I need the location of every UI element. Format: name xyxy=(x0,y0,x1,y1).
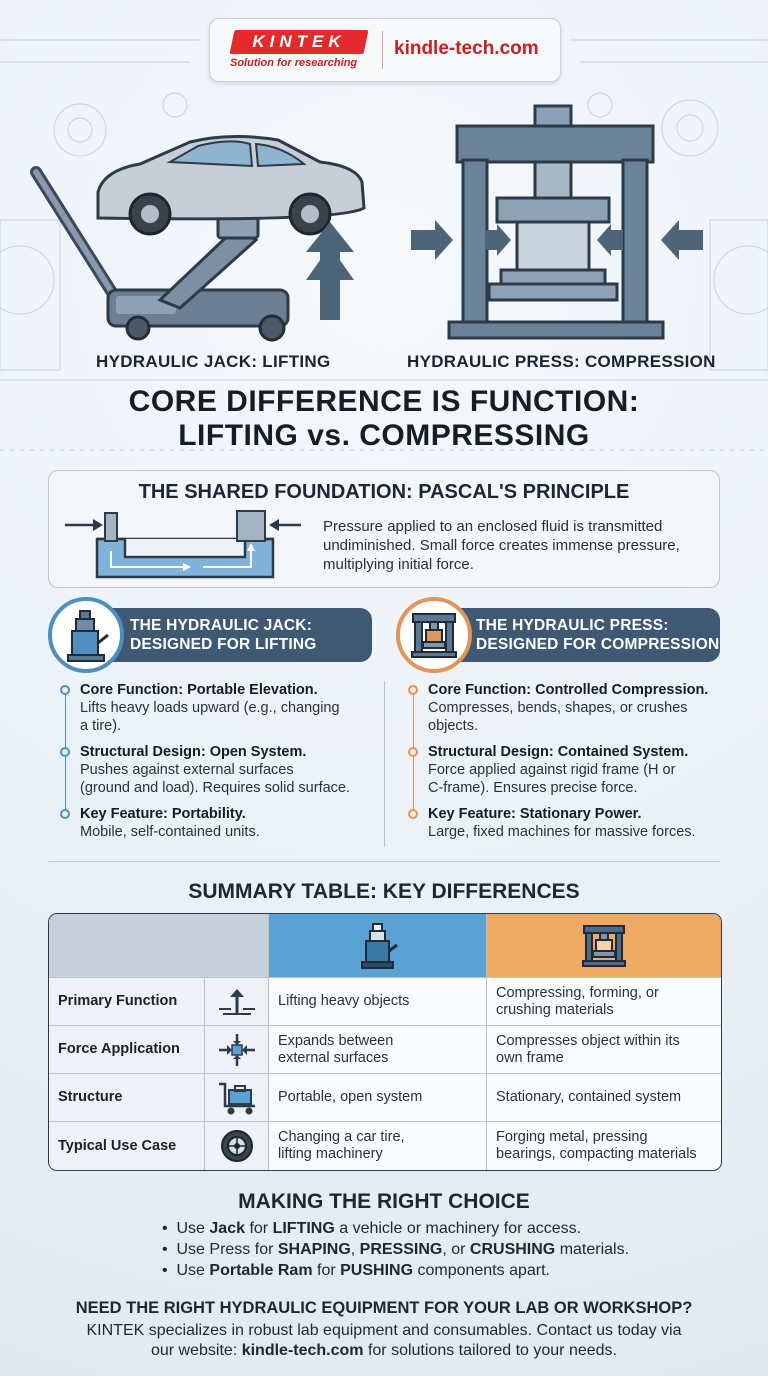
jack-use-case-l2: lifting machinery xyxy=(278,1146,383,1162)
cta-line2: our website: kindle-tech.com for solutions tailored to your needs. xyxy=(150,1342,617,1359)
row-label-structure: Structure xyxy=(49,1074,205,1122)
cta-line1: KINTEK specializes in robust lab equipment and consumables. Contact us today via xyxy=(86,1322,682,1339)
press-force-application-l1: Compresses object within its xyxy=(496,1032,680,1049)
pascal-text-line3: multiplying initial force. xyxy=(323,556,474,573)
main-title-line2: LIFTING vs. COMPRESSING xyxy=(178,419,590,452)
press-force-application-l2: own frame xyxy=(496,1049,564,1066)
brand-divider xyxy=(382,31,383,69)
row-label-force-application: Force Application xyxy=(49,1026,205,1074)
table-header-press xyxy=(487,914,721,978)
press-point-1: Core Function: Controlled Compression. Compresses, bends, shapes, or crushes objects. xyxy=(406,681,726,735)
column-divider xyxy=(384,681,385,847)
cta-heading: NEED THE RIGHT HYDRAULIC EQUIPMENT FOR YOUR LAB OR WORKSHOP? xyxy=(75,1299,693,1317)
bullet-dot xyxy=(408,685,418,695)
press-primary-function-l2: crushing materials xyxy=(496,1001,614,1018)
press-primary-function-l1: Compressing, forming, or xyxy=(496,984,659,1001)
pascal-heading: THE SHARED FOUNDATION: PASCAL'S PRINCIPLE xyxy=(138,481,630,503)
frame-press-icon xyxy=(396,597,472,673)
press-heading-line1: THE HYDRAULIC PRESS: xyxy=(476,617,669,634)
cta-website-link[interactable]: kindle-tech.com xyxy=(241,1342,364,1359)
table-header-blank xyxy=(49,914,269,978)
table-header-jack xyxy=(269,914,487,978)
press-points-list xyxy=(406,681,726,849)
kintek-logo-text: KINTEK xyxy=(252,32,346,51)
press-heading-line2: DESIGNED FOR COMPRESSION xyxy=(476,636,720,653)
brand-url-link[interactable]: kindle-tech.com xyxy=(394,38,539,59)
choice-item-1: • Use Jack for LIFTING a vehicle or machinery for access. xyxy=(162,1220,582,1237)
jack-point-1: Core Function: Portable Elevation. Lifts heavy loads upward (e.g., changing a tire). xyxy=(58,681,378,735)
bullet-dot xyxy=(408,747,418,757)
press-compression-illustration xyxy=(405,100,715,350)
press-caption: HYDRAULIC PRESS: COMPRESSION xyxy=(407,352,716,371)
jack-caption: HYDRAULIC JACK: LIFTING xyxy=(96,352,331,371)
summary-table xyxy=(48,913,722,1171)
jack-force-application-l1: Expands between xyxy=(278,1032,394,1049)
bullet-dot xyxy=(60,685,70,695)
press-point-2: Structural Design: Contained System. Force applied against rigid frame (H or C-frame). Ensures precise force. xyxy=(406,743,726,797)
bullet-dot xyxy=(60,747,70,757)
main-title-line1: CORE DIFFERENCE IS FUNCTION: xyxy=(128,385,640,418)
bottle-jack-icon xyxy=(48,597,124,673)
jack-primary-function: Lifting heavy objects xyxy=(278,993,410,1009)
brand-header xyxy=(209,18,561,82)
choice-item-2: • Use Press for SHAPING, PRESSING, or CRUSHING materials. xyxy=(162,1241,630,1258)
jack-point-3: Key Feature: Portability. Mobile, self-contained units. xyxy=(58,805,378,841)
jack-force-application-l2: external surfaces xyxy=(278,1049,389,1066)
section-divider xyxy=(48,861,720,862)
cta-body xyxy=(0,1321,768,1361)
row-label-typical-use-case: Typical Use Case xyxy=(49,1122,205,1170)
press-use-case-l1: Forging metal, pressing xyxy=(496,1129,648,1145)
press-point-3: Key Feature: Stationary Power. Large, fixed machines for massive forces. xyxy=(406,805,726,841)
bottle-jack-icon xyxy=(358,921,398,971)
bullet-dot xyxy=(60,809,70,819)
jack-structure: Portable, open system xyxy=(278,1089,423,1105)
brand-tagline: Solution for researching xyxy=(230,57,358,69)
row-label-primary-function: Primary Function xyxy=(49,978,205,1026)
jack-lifting-car-illustration xyxy=(20,130,380,350)
choice-item-3: • Use Portable Ram for PUSHING components apart. xyxy=(162,1262,550,1279)
frame-press-icon xyxy=(580,923,628,969)
jack-heading-line2: DESIGNED FOR LIFTING xyxy=(130,636,317,653)
pascal-fluid-diagram xyxy=(63,505,303,581)
pascal-text-line2: undiminished. Small force creates immense pressure, xyxy=(323,537,680,554)
arrows-converge-icon xyxy=(205,1026,269,1074)
pascal-text-line1: Pressure applied to an enclosed fluid is transmitted xyxy=(323,518,663,535)
choice-heading: MAKING THE RIGHT CHOICE xyxy=(238,1190,530,1213)
press-structure: Stationary, contained system xyxy=(496,1089,682,1105)
summary-heading: SUMMARY TABLE: KEY DIFFERENCES xyxy=(188,880,580,903)
jack-points-list xyxy=(58,681,378,849)
jack-point-2: Structural Design: Open System. Pushes against external surfaces (ground and load). Requires solid surface. xyxy=(58,743,378,797)
tire-icon xyxy=(205,1122,269,1170)
pascal-principle-box xyxy=(48,470,720,588)
choice-list xyxy=(160,1218,629,1281)
bullet-dot xyxy=(408,809,418,819)
cart-icon xyxy=(205,1074,269,1122)
press-use-case-l2: bearings, compacting materials xyxy=(496,1146,697,1162)
jack-use-case-l1: Changing a car tire, xyxy=(278,1129,405,1145)
arrows-up-icon xyxy=(205,978,269,1026)
jack-heading-line1: THE HYDRAULIC JACK: xyxy=(130,617,313,634)
